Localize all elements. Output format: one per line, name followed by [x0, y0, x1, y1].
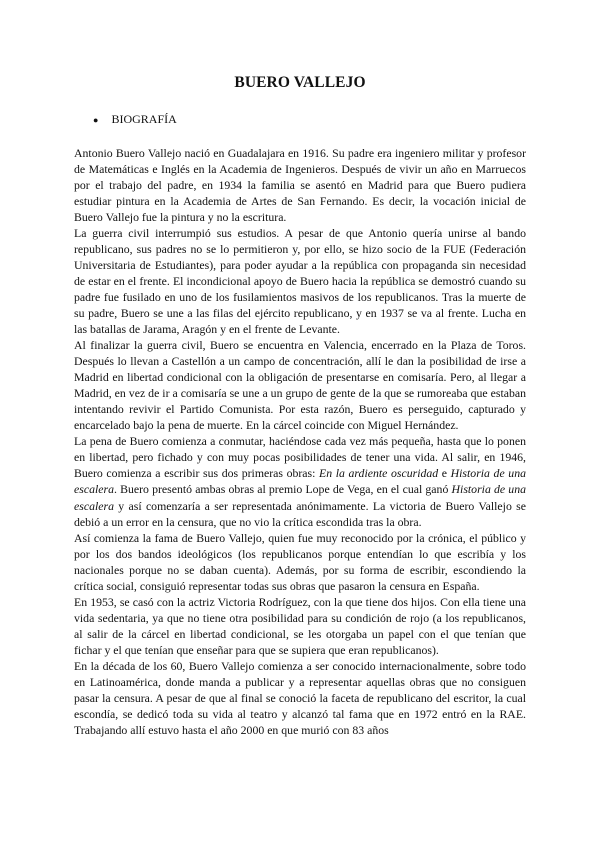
work-title: Historia de una escalera [74, 466, 526, 497]
paragraph-5: Así comienza la fama de Buero Vallejo, quien fue muy reconocido por la crónica, el público y por los dos bandos ideológicos (los republicanos porque entendían lo que escribía y los nacionales porque no se daban cuenta). Además, por su forma de escribir, escondiendo la crítica social, consiguió representar todas sus obras que pasaron la censura en España. [74, 530, 526, 593]
section-heading: BIOGRAFÍA [111, 112, 177, 126]
work-title: En la ardiente oscuridad [319, 466, 439, 481]
work-title: Historia de una escalera [74, 482, 526, 513]
paragraph-4: La pena de Buero comienza a conmutar, haciéndose cada vez más pequeña, hasta que lo ponen en libertad, pero fichado y con muy pocas posibilidades de tener una vida. Al salir, en 1946, Buero comienza a escribir sus dos primeras obras: En la ardiente oscuridad e Historia de una escalera. Buero presentó ambas obras al premio Lope de Vega, en el cual ganó Historia de una escalera y así comenzaría a ser representada anónimamente. La victoria de Buero Vallejo se debió a un error en la censura, que no vio la crítica escondida tras la obra. [74, 434, 526, 529]
paragraph-3: Al finalizar la guerra civil, Buero se encuentra en Valencia, encerrado en la Plaza de Toros. Después lo llevan a Castellón a un campo de concentración, allí le dan la posibilidad de irse a Madrid en libertad condicional con la obligación de presentarse en comisaría. Pero, al llegar a Madrid, en vez de ir a comisaría se une a un grupo de gente de la que se rumoreaba que estaban intentando revivir el Partido Comunista. Por esta razón, Buero es perseguido, capturado y encarcelado bajo la pena de muerte. En la cárcel coincide con Miguel Hernández. [74, 338, 526, 433]
bullet-icon: ● [93, 114, 99, 125]
paragraph-7: En la década de los 60, Buero Vallejo comienza a ser conocido internacionalmente, sobre todo en Latinoamérica, donde manda a publicar y a representar aquellas obras que no consiguen pasar la censura. A pesar de que al final se conoció la faceta de republicano del escritor, la cual escondía, se dedicó toda su vida al teatro y alcanzó tal fama que en 1972 entró en la RAE. Trabajando allí estuvo hasta el año 2000 en que murió con 83 años [74, 659, 526, 738]
paragraph-2: La guerra civil interrumpió sus estudios. A pesar de que Antonio quería unirse al bando republicano, sus padres no se lo permitieron y, por ello, se hizo socio de la FUE (Federación Universitaria de Estudiantes), para poder ayudar a la república con propaganda sin necesidad de estar en el frente. El incondicional apoyo de Buero hacia la república se demostró cuando su padre fue fusilado en uno de los fusilamientos masivos de los republicanos. Tras la muerte de su padre, Buero se une a las filas del ejército republicano, y en 1937 se va al frente. Lucha en las batallas de Jarama, Aragón y en el frente de Levante. [74, 225, 526, 337]
biography-body [74, 145, 526, 739]
paragraph-6: En 1953, se casó con la actriz Victoria Rodríguez, con la que tiene dos hijos. Con ella tiene una vida sedentaria, ya que no tiene otra posibilidad para su condición de rojo (a los republicanos, al salir de la cárcel en libertad condicional, se les otorgaba un papel con el que tenían que fichar y el que tenían que enseñar para que se supiera que eran republicanos). [74, 594, 526, 657]
section-heading-row [93, 112, 177, 127]
document-title: BUERO VALLEJO [234, 74, 366, 91]
paragraph-1: Antonio Buero Vallejo nació en Guadalajara en 1916. Su padre era ingeniero militar y profesor de Matemáticas e Inglés en la Academia de Ingenieros. Después de vivir un año en Marruecos por el trabajo del padre, en 1934 la familia se asentó en Madrid para que Buero pudiera estudiar pintura en la Academia de Artes de San Fernando. Es decir, la vocación inicial de Buero Vallejo fue la pintura y no la escritura. [74, 145, 526, 224]
